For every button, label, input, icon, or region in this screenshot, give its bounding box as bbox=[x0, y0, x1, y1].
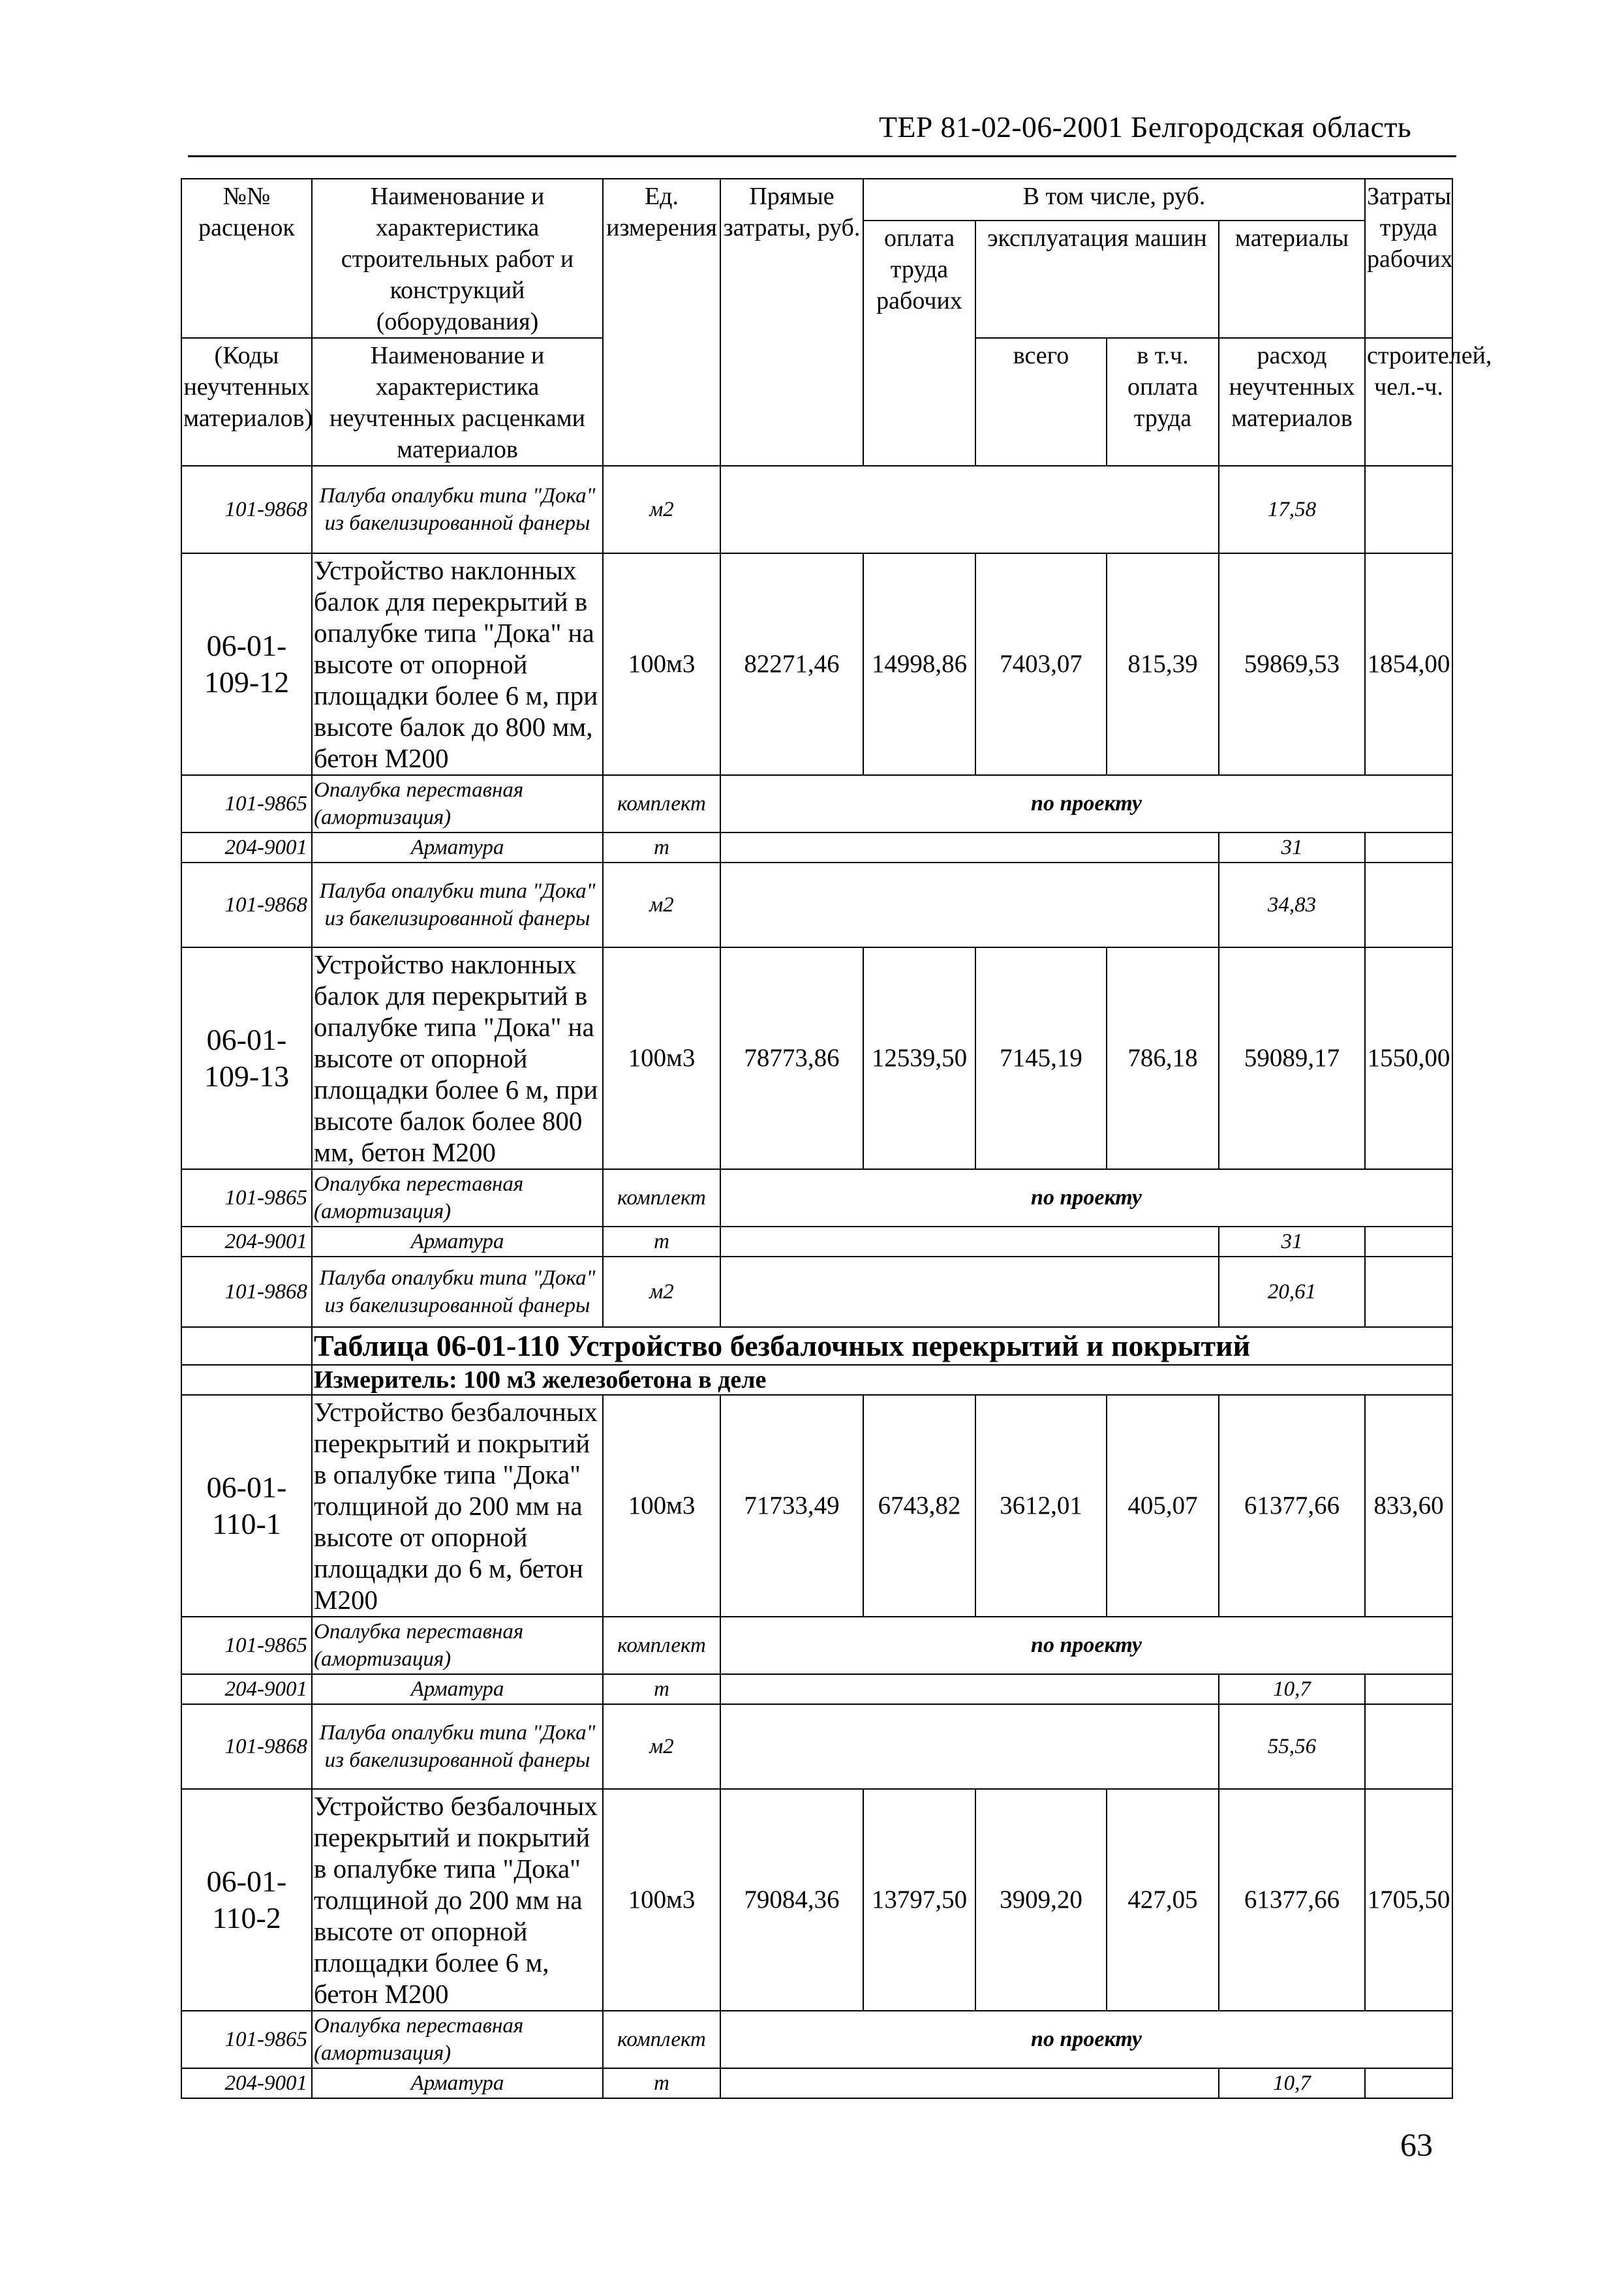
labor-hours: 833,60 bbox=[1365, 1395, 1452, 1617]
materials-cost: 59089,17 bbox=[1219, 947, 1365, 1169]
material-row bbox=[181, 1169, 1452, 1227]
empty-cell bbox=[1365, 1227, 1452, 1257]
header-rule bbox=[188, 155, 1456, 157]
labor-pay: 12539,50 bbox=[863, 947, 975, 1169]
work-name: Устройство наклонных балок для перекрытий в опалубке типа "Дока" на высоте от опорной площадки более 6 м, при высоте балок более 800 мм, бетон М200 bbox=[312, 947, 603, 1169]
col-head-labor-cost-a: Затраты труда рабочих bbox=[1365, 179, 1452, 338]
material-unit: т bbox=[603, 1674, 720, 1704]
material-name: Опалубка переставная (амортизация) bbox=[312, 1169, 603, 1227]
material-code: 101-9868 bbox=[181, 863, 312, 947]
unit: 100м3 bbox=[603, 553, 720, 775]
direct-cost: 78773,86 bbox=[720, 947, 863, 1169]
direct-cost: 79084,36 bbox=[720, 1789, 863, 2011]
section-title: Таблица 06-01-110 Устройство безбалочных перекрытий и покрытий bbox=[312, 1327, 1452, 1365]
material-qty: по проекту bbox=[720, 1169, 1452, 1227]
material-unit: комплект bbox=[603, 1617, 720, 1674]
col-head-name: Наименование и характеристика строительных работ и конструкций (оборудования) bbox=[312, 179, 603, 338]
col-head-total: всего bbox=[975, 338, 1107, 466]
material-row bbox=[181, 1617, 1452, 1674]
direct-cost: 82271,46 bbox=[720, 553, 863, 775]
material-name: Арматура bbox=[312, 833, 603, 863]
material-unit: комплект bbox=[603, 2011, 720, 2068]
rates-table bbox=[181, 178, 1492, 2099]
document-header: ТЕР 81-02-06-2001 Белгородская область bbox=[879, 110, 1411, 144]
rate-code: 06-01-110-2 bbox=[181, 1789, 312, 2011]
material-code: 101-9865 bbox=[181, 775, 312, 833]
empty-cell bbox=[1365, 466, 1452, 553]
material-qty: по проекту bbox=[720, 1617, 1452, 1674]
material-code: 204-9001 bbox=[181, 833, 312, 863]
material-qty: 34,83 bbox=[1219, 863, 1365, 947]
empty-cell bbox=[1365, 2068, 1452, 2098]
material-row bbox=[181, 775, 1452, 833]
material-qty: 17,58 bbox=[1219, 466, 1365, 553]
empty-cell bbox=[1365, 863, 1452, 947]
material-qty: по проекту bbox=[720, 775, 1452, 833]
material-unit: м2 bbox=[603, 466, 720, 553]
material-name: Арматура bbox=[312, 2068, 603, 2098]
material-name: Палуба опалубки типа "Дока" из бакелизированной фанеры bbox=[312, 1704, 603, 1789]
labor-pay: 6743,82 bbox=[863, 1395, 975, 1617]
empty-cell bbox=[720, 1227, 1219, 1257]
material-unit: м2 bbox=[603, 863, 720, 947]
machine-cost: 3612,01 bbox=[975, 1395, 1107, 1617]
material-row bbox=[181, 2068, 1452, 2098]
material-name: Палуба опалубки типа "Дока" из бакелизированной фанеры bbox=[312, 863, 603, 947]
direct-cost: 71733,49 bbox=[720, 1395, 863, 1617]
material-name: Палуба опалубки типа "Дока" из бакелизированной фанеры bbox=[312, 1257, 603, 1327]
material-qty: 31 bbox=[1219, 833, 1365, 863]
material-unit: м2 bbox=[603, 1257, 720, 1327]
material-row bbox=[181, 833, 1452, 863]
work-name: Устройство безбалочных перекрытий и покрытий в опалубке типа "Дока" толщиной до 200 мм на высоте от опорной площадки до 6 м, бетон М200 bbox=[312, 1395, 603, 1617]
material-qty: 31 bbox=[1219, 1227, 1365, 1257]
material-row bbox=[181, 1257, 1452, 1327]
col-head-materials: материалы bbox=[1219, 221, 1365, 338]
materials-cost: 61377,66 bbox=[1219, 1395, 1365, 1617]
empty-cell bbox=[720, 2068, 1219, 2098]
material-code: 101-9865 bbox=[181, 2011, 312, 2068]
empty-cell bbox=[181, 1365, 312, 1395]
material-code: 101-9868 bbox=[181, 1704, 312, 1789]
material-unit: т bbox=[603, 833, 720, 863]
col-head-code: №№ расценок bbox=[181, 179, 312, 338]
material-qty: 55,56 bbox=[1219, 1704, 1365, 1789]
unit: 100м3 bbox=[603, 1395, 720, 1617]
material-code: 101-9868 bbox=[181, 1257, 312, 1327]
material-code: 204-9001 bbox=[181, 2068, 312, 2098]
material-code: 204-9001 bbox=[181, 1674, 312, 1704]
empty-cell bbox=[720, 1704, 1219, 1789]
material-unit: т bbox=[603, 2068, 720, 2098]
material-unit: т bbox=[603, 1227, 720, 1257]
material-row bbox=[181, 1674, 1452, 1704]
material-code: 101-9868 bbox=[181, 466, 312, 553]
rate-code: 06-01-109-12 bbox=[181, 553, 312, 775]
empty-cell bbox=[720, 466, 1219, 553]
material-name: Арматура bbox=[312, 1227, 603, 1257]
work-name: Устройство безбалочных перекрытий и покрытий в опалубке типа "Дока" толщиной до 200 мм на высоте от опорной площадки более 6 м, бетон М200 bbox=[312, 1789, 603, 2011]
labor-hours: 1705,50 bbox=[1365, 1789, 1452, 2011]
col-head-unaccounted: расход неучтенных материалов bbox=[1219, 338, 1365, 466]
rate-code: 06-01-109-13 bbox=[181, 947, 312, 1169]
material-unit: комплект bbox=[603, 775, 720, 833]
col-head-direct: Прямые затраты, руб. bbox=[720, 179, 863, 466]
empty-cell bbox=[1365, 1257, 1452, 1327]
empty-cell bbox=[720, 1674, 1219, 1704]
material-name: Опалубка переставная (амортизация) bbox=[312, 1617, 603, 1674]
empty-cell bbox=[1365, 833, 1452, 863]
material-row bbox=[181, 466, 1452, 553]
machine-cost: 3909,20 bbox=[975, 1789, 1107, 2011]
labor-pay: 14998,86 bbox=[863, 553, 975, 775]
material-qty: 10,7 bbox=[1219, 1674, 1365, 1704]
material-unit: комплект bbox=[603, 1169, 720, 1227]
empty-cell bbox=[1365, 1704, 1452, 1789]
material-row bbox=[181, 1704, 1452, 1789]
material-qty: 20,61 bbox=[1219, 1257, 1365, 1327]
material-name: Арматура bbox=[312, 1674, 603, 1704]
machine-cost: 7145,19 bbox=[975, 947, 1107, 1169]
materials-cost: 59869,53 bbox=[1219, 553, 1365, 775]
machine-cost: 7403,07 bbox=[975, 553, 1107, 775]
rate-row bbox=[181, 1395, 1452, 1617]
rate-row bbox=[181, 553, 1452, 775]
machine-labor-pay: 427,05 bbox=[1107, 1789, 1219, 2011]
empty-cell bbox=[720, 833, 1219, 863]
rate-row bbox=[181, 947, 1452, 1169]
material-name: Опалубка переставная (амортизация) bbox=[312, 2011, 603, 2068]
labor-hours: 1854,00 bbox=[1365, 553, 1452, 775]
table-title-row bbox=[181, 1327, 1452, 1365]
header-row bbox=[181, 179, 1452, 221]
col-head-labor-cost-b: строителей, чел.-ч. bbox=[1365, 338, 1452, 466]
machine-labor-pay: 786,18 bbox=[1107, 947, 1219, 1169]
machine-labor-pay: 815,39 bbox=[1107, 553, 1219, 775]
material-code: 101-9865 bbox=[181, 1617, 312, 1674]
work-name: Устройство наклонных балок для перекрытий в опалубке типа "Дока" на высоте от опорной площадки более 6 м, при высоте балок до 800 мм, бетон М200 bbox=[312, 553, 603, 775]
empty-cell bbox=[720, 1257, 1219, 1327]
material-qty: 10,7 bbox=[1219, 2068, 1365, 2098]
material-qty: по проекту bbox=[720, 2011, 1452, 2068]
page-number: 63 bbox=[1400, 2126, 1433, 2163]
material-row bbox=[181, 2011, 1452, 2068]
labor-pay: 13797,50 bbox=[863, 1789, 975, 2011]
empty-cell bbox=[720, 863, 1219, 947]
material-code: 204-9001 bbox=[181, 1227, 312, 1257]
col-head-labor: оплата труда рабочих bbox=[863, 221, 975, 466]
material-unit: м2 bbox=[603, 1704, 720, 1789]
materials-cost: 61377,66 bbox=[1219, 1789, 1365, 2011]
material-row bbox=[181, 1227, 1452, 1257]
labor-hours: 1550,00 bbox=[1365, 947, 1452, 1169]
unit: 100м3 bbox=[603, 947, 720, 1169]
empty-cell bbox=[181, 1327, 312, 1365]
col-head-incl: В том числе, руб. bbox=[863, 179, 1365, 221]
empty-cell bbox=[1365, 1674, 1452, 1704]
machine-labor-pay: 405,07 bbox=[1107, 1395, 1219, 1617]
material-name: Опалубка переставная (амортизация) bbox=[312, 775, 603, 833]
col-head-code-alt: (Коды неучтенных материалов) bbox=[181, 338, 312, 466]
col-head-machines: эксплуатация машин bbox=[975, 221, 1219, 338]
material-row bbox=[181, 863, 1452, 947]
col-head-unit: Ед. измерения bbox=[603, 179, 720, 466]
rate-code: 06-01-110-1 bbox=[181, 1395, 312, 1617]
col-head-name-alt: Наименование и характеристика неучтенных расценками материалов bbox=[312, 338, 603, 466]
section-measure: Измеритель: 100 м3 железобетона в деле bbox=[312, 1365, 1452, 1395]
material-code: 101-9865 bbox=[181, 1169, 312, 1227]
unit: 100м3 bbox=[603, 1789, 720, 2011]
col-head-incl-labor: в т.ч. оплата труда bbox=[1107, 338, 1219, 466]
measure-row bbox=[181, 1365, 1452, 1395]
rate-row bbox=[181, 1789, 1452, 2011]
material-name: Палуба опалубки типа "Дока" из бакелизированной фанеры bbox=[312, 466, 603, 553]
